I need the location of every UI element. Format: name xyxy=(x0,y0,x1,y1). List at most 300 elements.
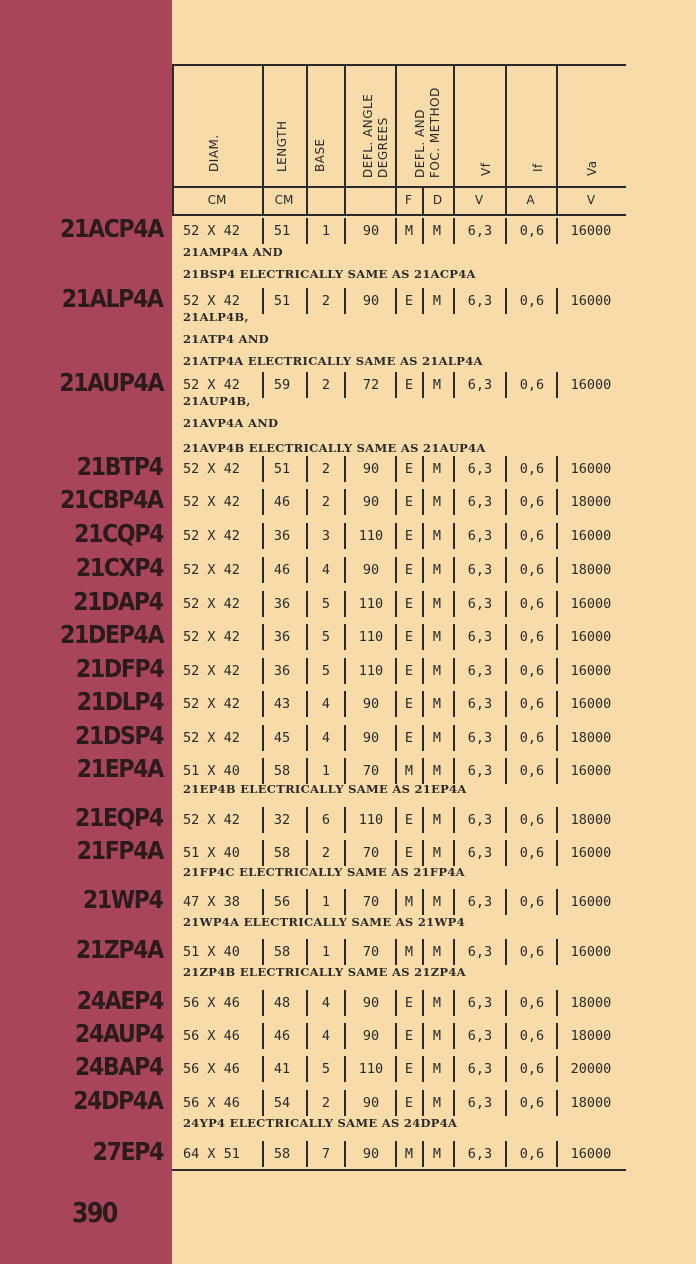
row-divider xyxy=(306,624,308,650)
cell-base: 2 xyxy=(321,845,331,861)
cell-va: 20000 xyxy=(570,1061,612,1077)
row-divider xyxy=(395,939,397,965)
row-divider xyxy=(453,725,455,751)
units-rule xyxy=(172,214,626,216)
header-angle-line1: DEFL. ANGLE xyxy=(361,93,375,178)
row-divider xyxy=(344,523,346,549)
row-divider xyxy=(395,288,397,314)
row-divider xyxy=(556,1056,558,1082)
cell-diam: 52 X 42 xyxy=(183,663,240,679)
row-divider xyxy=(395,456,397,482)
row-divider xyxy=(453,591,455,617)
row-divider xyxy=(395,990,397,1016)
cell-d: M xyxy=(432,596,442,612)
cell-vf: 6,3 xyxy=(467,812,493,828)
cell-angle: 90 xyxy=(362,223,380,239)
row-divider xyxy=(556,523,558,549)
unit-diam: CM xyxy=(207,193,227,207)
row-divider xyxy=(453,1141,455,1167)
row-divider xyxy=(556,1023,558,1049)
note-line: 21AVP4B ELECTRICALLY SAME AS 21AUP4A xyxy=(183,441,486,455)
row-divider xyxy=(505,691,507,717)
row-divider xyxy=(262,1141,264,1167)
row-divider xyxy=(395,1141,397,1167)
row-divider xyxy=(262,1023,264,1049)
cell-d: M xyxy=(432,629,442,645)
unit-f: F xyxy=(405,193,412,207)
cell-base: 1 xyxy=(321,894,331,910)
row-divider xyxy=(556,939,558,965)
cell-length: 46 xyxy=(273,562,291,578)
row-divider xyxy=(262,725,264,751)
tube-type-label: 21WP4 xyxy=(83,885,163,914)
cell-base: 2 xyxy=(321,461,331,477)
row-divider xyxy=(262,658,264,684)
cell-angle: 90 xyxy=(362,293,380,309)
cell-length: 58 xyxy=(273,944,291,960)
row-divider xyxy=(395,489,397,515)
cell-base: 4 xyxy=(321,995,331,1011)
row-divider xyxy=(262,456,264,482)
note-line: 21ATP4A ELECTRICALLY SAME AS 21ALP4A xyxy=(183,354,483,368)
cell-diam: 52 X 42 xyxy=(183,696,240,712)
row-divider xyxy=(505,889,507,915)
cell-length: 58 xyxy=(273,1146,291,1162)
header-divider xyxy=(453,64,455,214)
row-divider xyxy=(306,725,308,751)
note-line: 21AUP4B, xyxy=(183,394,251,408)
row-divider xyxy=(395,807,397,833)
cell-angle: 90 xyxy=(362,696,380,712)
row-divider xyxy=(422,889,424,915)
row-divider xyxy=(422,807,424,833)
row-divider xyxy=(453,889,455,915)
cell-diam: 51 X 40 xyxy=(183,944,240,960)
cell-angle: 90 xyxy=(362,1146,380,1162)
cell-d: M xyxy=(432,461,442,477)
cell-length: 43 xyxy=(273,696,291,712)
header-divider xyxy=(505,64,507,214)
cell-base: 2 xyxy=(321,377,331,393)
header-divider xyxy=(262,64,264,214)
row-divider xyxy=(505,288,507,314)
row-divider xyxy=(422,658,424,684)
row-divider xyxy=(453,372,455,398)
row-divider xyxy=(422,1090,424,1116)
tube-type-label: 21DSP4 xyxy=(74,721,163,750)
row-divider xyxy=(262,889,264,915)
row-divider xyxy=(344,624,346,650)
row-divider xyxy=(505,1023,507,1049)
cell-if: 0,6 xyxy=(519,812,545,828)
row-divider xyxy=(453,456,455,482)
cell-d: M xyxy=(432,1146,442,1162)
row-divider xyxy=(344,1141,346,1167)
cell-d: M xyxy=(432,528,442,544)
cell-length: 48 xyxy=(273,995,291,1011)
cell-f: E xyxy=(404,461,414,477)
cell-va: 16000 xyxy=(570,223,612,239)
cell-length: 45 xyxy=(273,730,291,746)
tube-type-label: 24BAP4 xyxy=(75,1052,163,1081)
cell-length: 41 xyxy=(273,1061,291,1077)
note-line: 21AVP4A AND xyxy=(183,416,279,430)
row-divider xyxy=(556,1090,558,1116)
row-divider xyxy=(453,218,455,244)
cell-va: 18000 xyxy=(570,812,612,828)
cell-base: 4 xyxy=(321,696,331,712)
tube-type-label: 21DEP4A xyxy=(59,620,163,649)
cell-d: M xyxy=(432,995,442,1011)
cell-d: M xyxy=(432,663,442,679)
row-divider xyxy=(505,725,507,751)
row-divider xyxy=(344,288,346,314)
row-divider xyxy=(505,591,507,617)
cell-if: 0,6 xyxy=(519,377,545,393)
tube-type-label: 24DP4A xyxy=(73,1086,163,1115)
row-divider xyxy=(262,691,264,717)
cell-diam: 52 X 42 xyxy=(183,461,240,477)
row-divider xyxy=(262,523,264,549)
cell-diam: 52 X 42 xyxy=(183,730,240,746)
header-angle-line2: DEGREES xyxy=(376,117,390,178)
row-divider xyxy=(395,1023,397,1049)
cell-f: M xyxy=(404,1146,414,1162)
row-divider xyxy=(306,807,308,833)
cell-if: 0,6 xyxy=(519,944,545,960)
row-divider xyxy=(453,691,455,717)
row-divider xyxy=(306,218,308,244)
cell-angle: 70 xyxy=(362,763,380,779)
header-base: BASE xyxy=(313,138,327,172)
cell-length: 32 xyxy=(273,812,291,828)
cell-vf: 6,3 xyxy=(467,629,493,645)
header-va: Va xyxy=(585,160,599,176)
cell-angle: 90 xyxy=(362,1095,380,1111)
row-divider xyxy=(422,489,424,515)
row-divider xyxy=(505,1141,507,1167)
cell-base: 5 xyxy=(321,663,331,679)
unit-if: A xyxy=(526,193,535,207)
cell-length: 46 xyxy=(273,494,291,510)
row-divider xyxy=(262,372,264,398)
cell-vf: 6,3 xyxy=(467,494,493,510)
cell-angle: 72 xyxy=(362,377,380,393)
cell-diam: 52 X 42 xyxy=(183,596,240,612)
cell-if: 0,6 xyxy=(519,995,545,1011)
row-divider xyxy=(556,725,558,751)
cell-va: 18000 xyxy=(570,494,612,510)
row-divider xyxy=(306,523,308,549)
cell-length: 36 xyxy=(273,663,291,679)
cell-length: 58 xyxy=(273,845,291,861)
row-divider xyxy=(306,990,308,1016)
cell-if: 0,6 xyxy=(519,763,545,779)
cell-angle: 110 xyxy=(358,596,384,612)
row-divider xyxy=(344,990,346,1016)
cell-d: M xyxy=(432,894,442,910)
header-divider xyxy=(395,64,397,214)
row-divider xyxy=(262,939,264,965)
row-divider xyxy=(344,456,346,482)
cell-f: E xyxy=(404,995,414,1011)
cell-f: E xyxy=(404,293,414,309)
cell-f: E xyxy=(404,1095,414,1111)
row-divider xyxy=(344,939,346,965)
header-divider xyxy=(556,64,558,214)
cell-f: E xyxy=(404,494,414,510)
row-divider xyxy=(344,658,346,684)
row-divider xyxy=(344,1090,346,1116)
row-divider xyxy=(262,807,264,833)
row-divider xyxy=(505,939,507,965)
header-length: LENGTH xyxy=(275,120,289,172)
cell-angle: 70 xyxy=(362,845,380,861)
header-divider xyxy=(306,64,308,214)
cell-diam: 56 X 46 xyxy=(183,1095,240,1111)
cell-va: 18000 xyxy=(570,1028,612,1044)
tube-type-label: 27EP4 xyxy=(92,1137,163,1166)
cell-if: 0,6 xyxy=(519,894,545,910)
cell-va: 16000 xyxy=(570,1146,612,1162)
row-divider xyxy=(453,840,455,866)
cell-diam: 64 X 51 xyxy=(183,1146,240,1162)
tube-type-label: 21FP4A xyxy=(76,836,163,865)
cell-length: 51 xyxy=(273,223,291,239)
unit-d: D xyxy=(432,193,443,207)
unit-vf: V xyxy=(474,193,484,207)
cell-f: E xyxy=(404,730,414,746)
row-divider xyxy=(344,1056,346,1082)
row-divider xyxy=(505,1090,507,1116)
cell-diam: 52 X 42 xyxy=(183,812,240,828)
row-divider xyxy=(422,591,424,617)
tube-type-label: 21ALP4A xyxy=(62,284,163,313)
cell-va: 16000 xyxy=(570,528,612,544)
row-divider xyxy=(262,990,264,1016)
note-line: 21BSP4 ELECTRICALLY SAME AS 21ACP4A xyxy=(183,267,476,281)
row-divider xyxy=(306,557,308,583)
cell-base: 6 xyxy=(321,812,331,828)
cell-d: M xyxy=(432,562,442,578)
row-divider xyxy=(505,758,507,784)
cell-vf: 6,3 xyxy=(467,845,493,861)
cell-angle: 70 xyxy=(362,894,380,910)
cell-vf: 6,3 xyxy=(467,562,493,578)
row-divider xyxy=(344,889,346,915)
row-divider xyxy=(395,624,397,650)
row-divider xyxy=(422,939,424,965)
row-divider xyxy=(556,1141,558,1167)
row-divider xyxy=(306,758,308,784)
cell-angle: 70 xyxy=(362,944,380,960)
row-divider xyxy=(344,372,346,398)
cell-if: 0,6 xyxy=(519,293,545,309)
cell-length: 46 xyxy=(273,1028,291,1044)
row-divider xyxy=(422,456,424,482)
row-divider xyxy=(262,624,264,650)
row-divider xyxy=(453,807,455,833)
cell-vf: 6,3 xyxy=(467,223,493,239)
row-divider xyxy=(556,372,558,398)
cell-d: M xyxy=(432,1095,442,1111)
row-divider xyxy=(453,1056,455,1082)
cell-f: E xyxy=(404,663,414,679)
row-divider xyxy=(306,889,308,915)
header-method-line1: DEFL. AND xyxy=(413,109,427,178)
cell-diam: 51 X 40 xyxy=(183,763,240,779)
cell-base: 2 xyxy=(321,494,331,510)
row-divider xyxy=(505,807,507,833)
cell-diam: 52 X 42 xyxy=(183,377,240,393)
cell-va: 16000 xyxy=(570,293,612,309)
row-divider xyxy=(505,624,507,650)
cell-base: 2 xyxy=(321,1095,331,1111)
cell-base: 7 xyxy=(321,1146,331,1162)
cell-diam: 52 X 42 xyxy=(183,494,240,510)
row-divider xyxy=(306,489,308,515)
row-divider xyxy=(344,807,346,833)
cell-base: 4 xyxy=(321,730,331,746)
cell-if: 0,6 xyxy=(519,223,545,239)
row-divider xyxy=(262,1056,264,1082)
cell-angle: 90 xyxy=(362,562,380,578)
row-divider xyxy=(262,758,264,784)
cell-length: 56 xyxy=(273,894,291,910)
cell-va: 16000 xyxy=(570,663,612,679)
row-divider xyxy=(262,288,264,314)
cell-angle: 90 xyxy=(362,995,380,1011)
cell-f: M xyxy=(404,223,414,239)
cell-f: E xyxy=(404,562,414,578)
header-diam: DIAM. xyxy=(207,134,221,172)
cell-f: E xyxy=(404,596,414,612)
cell-if: 0,6 xyxy=(519,1028,545,1044)
row-divider xyxy=(505,372,507,398)
cell-length: 36 xyxy=(273,528,291,544)
cell-va: 16000 xyxy=(570,944,612,960)
cell-length: 36 xyxy=(273,629,291,645)
row-divider xyxy=(422,372,424,398)
row-divider xyxy=(505,840,507,866)
cell-va: 16000 xyxy=(570,763,612,779)
cell-f: E xyxy=(404,629,414,645)
cell-va: 18000 xyxy=(570,730,612,746)
cell-vf: 6,3 xyxy=(467,944,493,960)
row-divider xyxy=(395,1090,397,1116)
cell-f: M xyxy=(404,763,414,779)
row-divider xyxy=(395,658,397,684)
cell-base: 4 xyxy=(321,562,331,578)
tube-type-label: 21DLP4 xyxy=(76,687,163,716)
cell-d: M xyxy=(432,845,442,861)
cell-va: 18000 xyxy=(570,1095,612,1111)
tube-type-label: 21DAP4 xyxy=(73,587,163,616)
cell-vf: 6,3 xyxy=(467,1028,493,1044)
row-divider xyxy=(556,591,558,617)
cell-if: 0,6 xyxy=(519,1095,545,1111)
cell-angle: 90 xyxy=(362,1028,380,1044)
cell-va: 16000 xyxy=(570,461,612,477)
row-divider xyxy=(262,591,264,617)
row-divider xyxy=(422,218,424,244)
cell-diam: 56 X 46 xyxy=(183,1061,240,1077)
row-divider xyxy=(453,1023,455,1049)
cell-base: 2 xyxy=(321,293,331,309)
cell-if: 0,6 xyxy=(519,629,545,645)
row-divider xyxy=(344,691,346,717)
row-divider xyxy=(505,523,507,549)
cell-angle: 110 xyxy=(358,812,384,828)
row-divider xyxy=(344,489,346,515)
cell-diam: 47 X 38 xyxy=(183,894,240,910)
row-divider xyxy=(556,807,558,833)
row-divider xyxy=(306,288,308,314)
tube-type-label: 21CBP4A xyxy=(60,485,163,514)
row-divider xyxy=(262,218,264,244)
row-divider xyxy=(422,523,424,549)
cell-vf: 6,3 xyxy=(467,894,493,910)
cell-angle: 110 xyxy=(358,528,384,544)
cell-base: 1 xyxy=(321,944,331,960)
row-divider xyxy=(306,372,308,398)
row-divider xyxy=(306,1023,308,1049)
cell-angle: 110 xyxy=(358,629,384,645)
cell-angle: 90 xyxy=(362,494,380,510)
row-divider xyxy=(344,591,346,617)
row-divider xyxy=(453,624,455,650)
row-divider xyxy=(556,840,558,866)
note-line: 21ATP4 AND xyxy=(183,332,269,346)
tube-type-label: 21DFP4 xyxy=(75,654,163,683)
cell-va: 18000 xyxy=(570,995,612,1011)
row-divider xyxy=(422,1056,424,1082)
row-divider xyxy=(453,1090,455,1116)
cell-d: M xyxy=(432,730,442,746)
cell-if: 0,6 xyxy=(519,562,545,578)
row-divider xyxy=(306,1090,308,1116)
row-divider xyxy=(556,889,558,915)
row-divider xyxy=(453,523,455,549)
cell-length: 51 xyxy=(273,461,291,477)
cell-diam: 52 X 42 xyxy=(183,629,240,645)
row-divider xyxy=(262,840,264,866)
row-divider xyxy=(556,691,558,717)
row-divider xyxy=(422,840,424,866)
cell-va: 16000 xyxy=(570,845,612,861)
tube-type-label: 21EQP4 xyxy=(75,803,163,832)
header-if: If xyxy=(531,163,545,172)
cell-length: 58 xyxy=(273,763,291,779)
cell-vf: 6,3 xyxy=(467,461,493,477)
cell-va: 16000 xyxy=(570,596,612,612)
row-divider xyxy=(556,990,558,1016)
cell-vf: 6,3 xyxy=(467,528,493,544)
cell-va: 16000 xyxy=(570,696,612,712)
cell-angle: 90 xyxy=(362,730,380,746)
tube-type-label: 21ACP4A xyxy=(59,214,163,243)
unit-length: CM xyxy=(274,193,294,207)
cell-d: M xyxy=(432,944,442,960)
row-divider xyxy=(556,288,558,314)
cell-vf: 6,3 xyxy=(467,696,493,712)
cell-vf: 6,3 xyxy=(467,763,493,779)
note-line: 21ZP4B ELECTRICALLY SAME AS 21ZP4A xyxy=(183,965,466,979)
tube-type-label: 21BTP4 xyxy=(77,452,163,481)
row-divider xyxy=(395,218,397,244)
cell-vf: 6,3 xyxy=(467,1095,493,1111)
row-divider xyxy=(422,725,424,751)
